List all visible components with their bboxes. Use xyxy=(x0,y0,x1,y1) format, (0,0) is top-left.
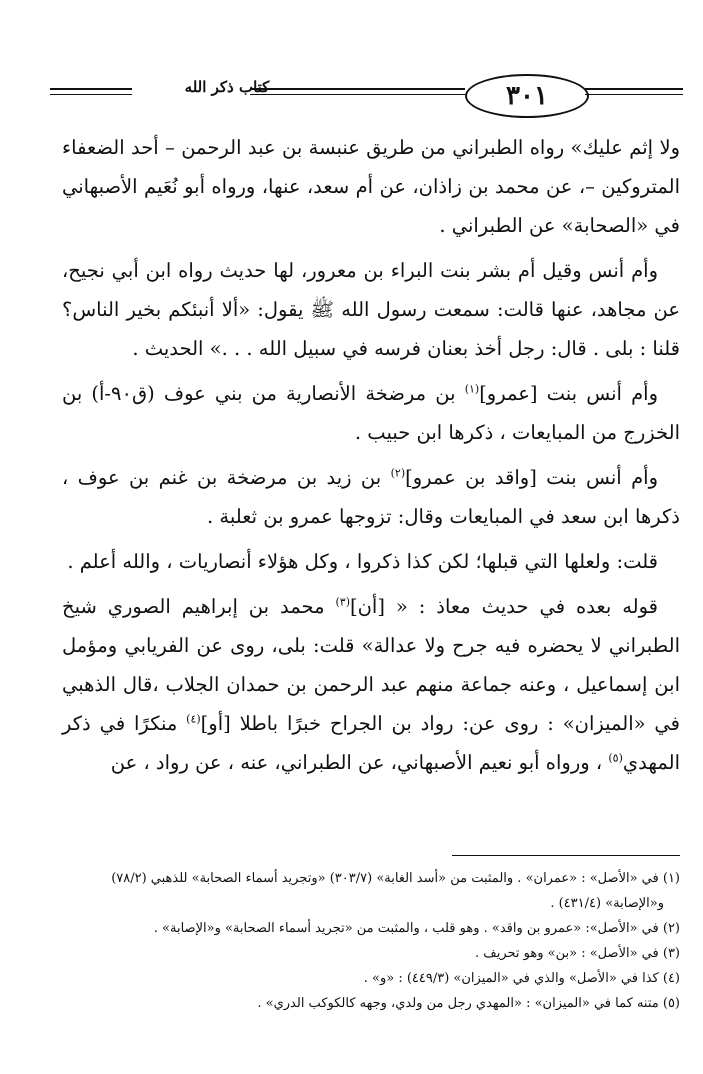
paragraph-3 xyxy=(62,374,680,452)
paragraph-4-part-1: وأم أنس بنت [واقد بن عمرو] xyxy=(405,466,658,489)
paragraph-6-part-3: منكرًا في ذكر المهدي xyxy=(62,712,680,774)
footnotes xyxy=(40,866,680,1016)
footnote-1: (١) في «الأصل» : «عمران» . والمثبت من «أسد الغابة» (٣٠٣/٧) «وتجريد أسماء الصحابة» للذهبي (٧٨/٢) xyxy=(111,871,680,886)
page-number: ٣٠١ xyxy=(465,74,589,118)
footnote-1-continued: و«الإصابة» (٤٣١/٤) . xyxy=(550,896,664,911)
header-rule-middle-bottom xyxy=(250,94,465,95)
running-title: كتاب ذكر الله xyxy=(184,78,270,96)
footnote-ref-2: (٢) xyxy=(390,466,406,480)
page-header xyxy=(50,74,683,122)
paragraph-4-part-2: بن زيد بن مرضخة بن غنم بن عوف ، ذكرها ابن سعد في المبايعات وقال: تزوجها عمرو بن ثعلبة . xyxy=(62,466,680,528)
footnote-ref-4: (٤) xyxy=(186,712,201,726)
header-rule-right-bottom xyxy=(585,94,683,95)
footnote-ref-1: (١) xyxy=(464,382,480,396)
paragraph-6-part-1: قوله بعده في حديث معاذ : « [أن] xyxy=(350,595,658,618)
paragraph-6 xyxy=(62,587,680,782)
header-rule-left-bottom xyxy=(50,94,132,95)
body-text xyxy=(62,128,680,782)
footnote-2: (٢) في «الأصل»: «عمرو بن واقد» . وهو قلب ، والمثبت من «تجريد أسماء الصحابة» و«الإصابة» . xyxy=(153,921,680,936)
paragraph-6-part-2: محمد بن إبراهيم الصوري شيخ الطبراني لا يحضره فيه جرح ولا عدالة» قلت: بلى، روى عن الفريابي ومؤمل ابن إسماعيل ، وعنه جماعة منهم عبد الرحمن بن حمدان الجلاب ،قال الذهبي في «الميزان» : روى عن: رواد بن الجراح خبرًا باطلا [أو] xyxy=(62,595,681,735)
footnote-4: (٤) كذا في «الأصل» والذي في «الميزان» (٤٤٩/٣) : «و» . xyxy=(363,971,680,986)
paragraph-5: قلت: ولعلها التي قبلها؛ لكن كذا ذكروا ، وكل هؤلاء أنصاريات ، والله أعلم . xyxy=(67,550,658,573)
footnote-ref-5: (٥) xyxy=(608,751,623,765)
footnote-ref-3: (٣) xyxy=(335,595,350,609)
paragraph-3-part-1: وأم أنس بنت [عمرو] xyxy=(479,382,658,405)
paragraph-2: وأم أنس وقيل أم بشر بنت البراء بن معرور، لها حديث رواه ابن أبي نجيح، عن مجاهد، عنها قالت: سمعت رسول الله ﷺ يقول: «ألا أنبئكم بخير الناس؟ قلنا : بلى . قال: رجل أخذ بعنان فرسه في سبيل الله . . .» الحديث . xyxy=(62,259,680,360)
footnote-3: (٣) في «الأصل» : «بن» وهو تحريف . xyxy=(475,946,680,961)
header-rule-middle-top xyxy=(250,88,465,90)
paragraph-3-part-2: بن مرضخة الأنصارية من بني عوف (ق٩٠-أ) بن الخزرج من المبايعات ، ذكرها ابن حبيب . xyxy=(62,382,680,444)
footnote-5: (٥) متنه كما في «الميزان» : «المهدي رجل من ولدي، وجهه كالكوكب الدري» . xyxy=(257,996,680,1011)
footnote-divider xyxy=(452,855,680,856)
paragraph-1: ولا إثم عليك» رواه الطبراني من طريق عنبسة بن عبد الرحمن – أحد الضعفاء المتروكين –، عن محمد بن زاذان، عن أم سعد، عنها، ورواه أبو نُعَيم الأصبهاني في «الصحابة» عن الطبراني . xyxy=(62,136,680,237)
header-rule-right-top xyxy=(585,88,683,90)
paragraph-4 xyxy=(62,458,680,536)
header-rule-left-top xyxy=(50,88,132,90)
paragraph-6-part-4: ، ورواه أبو نعيم الأصبهاني، عن الطبراني، عنه ، عن رواد ، عن xyxy=(110,751,609,774)
